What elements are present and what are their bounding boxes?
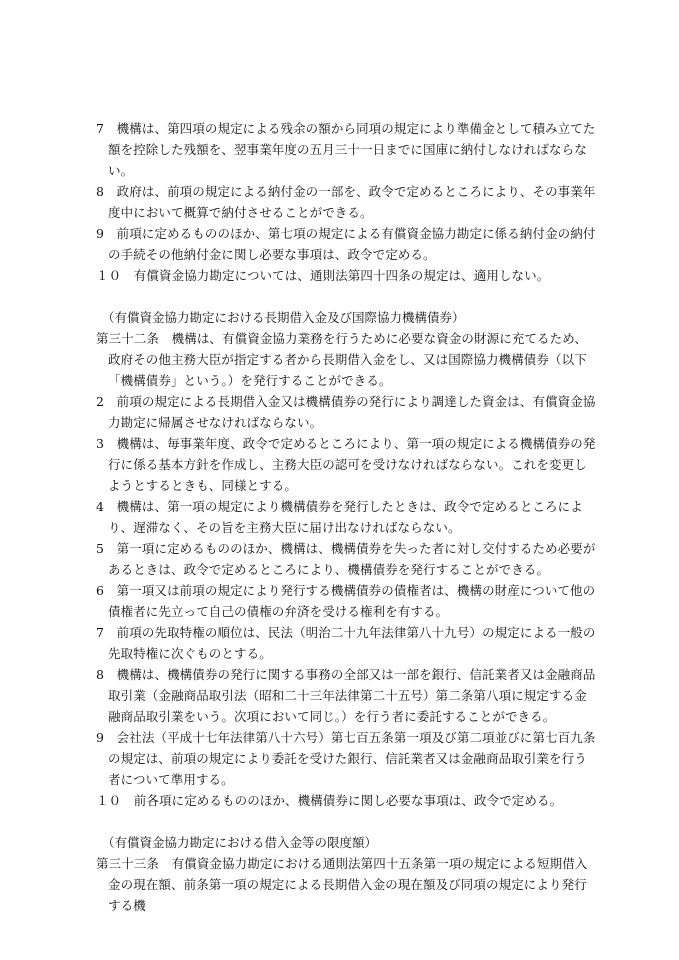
paragraph-text: 機構は、毎事業年度、政令で定めるところにより、第一項の規定による機構債券の発行に係る基本方針を作成し、主務大臣の認可を受けなければならない。これを変更しようとするときも、同様とする。 xyxy=(104,436,596,493)
paragraph-text: 機構は、有償資金協力業務を行うために必要な資金の財源に充てるため、政府その他主務大臣が指定する者から長期借入金をし、又は国際協力機構債券（以下「機構債券」という。）を発行することができる。 xyxy=(108,331,587,388)
paragraph-text: 有償資金協力勘定における通則法第四十五条第一項の規定による短期借入金の現在額、前条第一項の規定による長期借入金の現在額及び同項の規定により発行する機 xyxy=(108,856,588,913)
section-gap xyxy=(96,286,596,307)
paragraph-text: 会社法（平成十七年法律第八十六号）第七百五条第一項及び第二項並びに第七百九条の規定は、前項の規定により委託を受けた銀行、信託業者又は金融商品取引業を行う者について準用する。 xyxy=(104,730,596,787)
paragraph-text: 有償資金協力勘定については、通則法第四十四条の規定は、適用しない。 xyxy=(121,268,550,283)
paragraph-text: 前各項に定めるもののほか、機構債券に関し必要な事項は、政令で定める。 xyxy=(121,793,563,808)
paragraph xyxy=(96,580,596,622)
paragraph xyxy=(96,433,596,496)
paragraph-text: 前項の先取特権の順位は、民法（明治二十九年法律第八十九号）の規定による一般の先取特権に次ぐものとする。 xyxy=(104,625,596,661)
paragraph-number: 第三十二条 xyxy=(96,331,160,346)
paragraph-text: 政府は、前項の規定による納付金の一部を、政令で定めるところにより、その事業年度中において概算で納付させることができる。 xyxy=(104,184,596,220)
article-heading: （有償資金協力勘定における長期借入金及び国際協力機構債券） xyxy=(102,310,465,325)
paragraph xyxy=(96,118,596,181)
paragraph xyxy=(96,496,596,538)
paragraph-text: 第一項に定めるもののほか、機構は、機構債券を失った者に対し交付するため必要があるときは、政令で定めるところにより、機構債券を発行することができる。 xyxy=(104,541,596,577)
paragraph-number: 6 xyxy=(96,583,105,598)
paragraph xyxy=(96,181,596,223)
paragraph-number: 9 xyxy=(96,226,105,241)
paragraph-number: 8 xyxy=(96,667,105,682)
paragraph-number: 7 xyxy=(96,121,105,136)
paragraph-number: １０ xyxy=(96,268,122,283)
paragraph-number: 3 xyxy=(96,436,105,451)
paragraph-number: 8 xyxy=(96,184,105,199)
paragraph xyxy=(96,223,596,265)
paragraph-text: 機構は、機構債券の発行に関する事務の全部又は一部を銀行、信託業者又は金融商品取引業（金融商品取引法（昭和二十三年法律第二十五号）第二条第八項に規定する金融商品取引業をいう。次項において同じ。）を行う者に委託することができる。 xyxy=(104,667,596,724)
paragraph-number: 第三十三条 xyxy=(96,856,160,871)
paragraph xyxy=(96,328,596,391)
article-heading: （有償資金協力勘定における借入金等の限度額） xyxy=(102,835,378,850)
paragraph xyxy=(96,790,596,811)
paragraph-text: 機構は、第一項の規定により機構債券を発行したときは、政令で定めるところにより、遅滞なく、その旨を主務大臣に届け出なければならない。 xyxy=(104,499,583,535)
section-gap xyxy=(96,811,596,832)
paragraph-text: 前項に定めるもののほか、第七項の規定による有償資金協力勘定に係る納付金の納付の手続その他納付金に関し必要な事項は、政令で定める。 xyxy=(104,226,596,262)
paragraph xyxy=(96,391,596,433)
paragraph xyxy=(96,664,596,727)
paragraph xyxy=(96,622,596,664)
paragraph-number: 9 xyxy=(96,730,105,745)
paragraph-number: 4 xyxy=(96,499,105,514)
paragraph-text: 第一項又は前項の規定により発行する機構債券の債権者は、機構の財産について他の債権者に先立って自己の債権の弁済を受ける権利を有する。 xyxy=(104,583,596,619)
paragraph xyxy=(96,538,596,580)
paragraph xyxy=(96,853,596,916)
paragraph-text: 機構は、第四項の規定による残余の額から同項の規定により準備金として積み立てた額を控除した残額を、翌事業年度の五月三十一日までに国庫に納付しなければならない。 xyxy=(104,121,596,178)
paragraph-number: 5 xyxy=(96,541,105,556)
document-body xyxy=(96,118,596,916)
paragraph-text: 前項の規定による長期借入金又は機構債券の発行により調達した資金は、有償資金協力勘定に帰属させなければならない。 xyxy=(104,394,596,430)
paragraph-number: 7 xyxy=(96,625,105,640)
paragraph-number: 2 xyxy=(96,394,105,409)
paragraph-number: １０ xyxy=(96,793,122,808)
paragraph xyxy=(96,265,596,286)
paragraph xyxy=(96,727,596,790)
